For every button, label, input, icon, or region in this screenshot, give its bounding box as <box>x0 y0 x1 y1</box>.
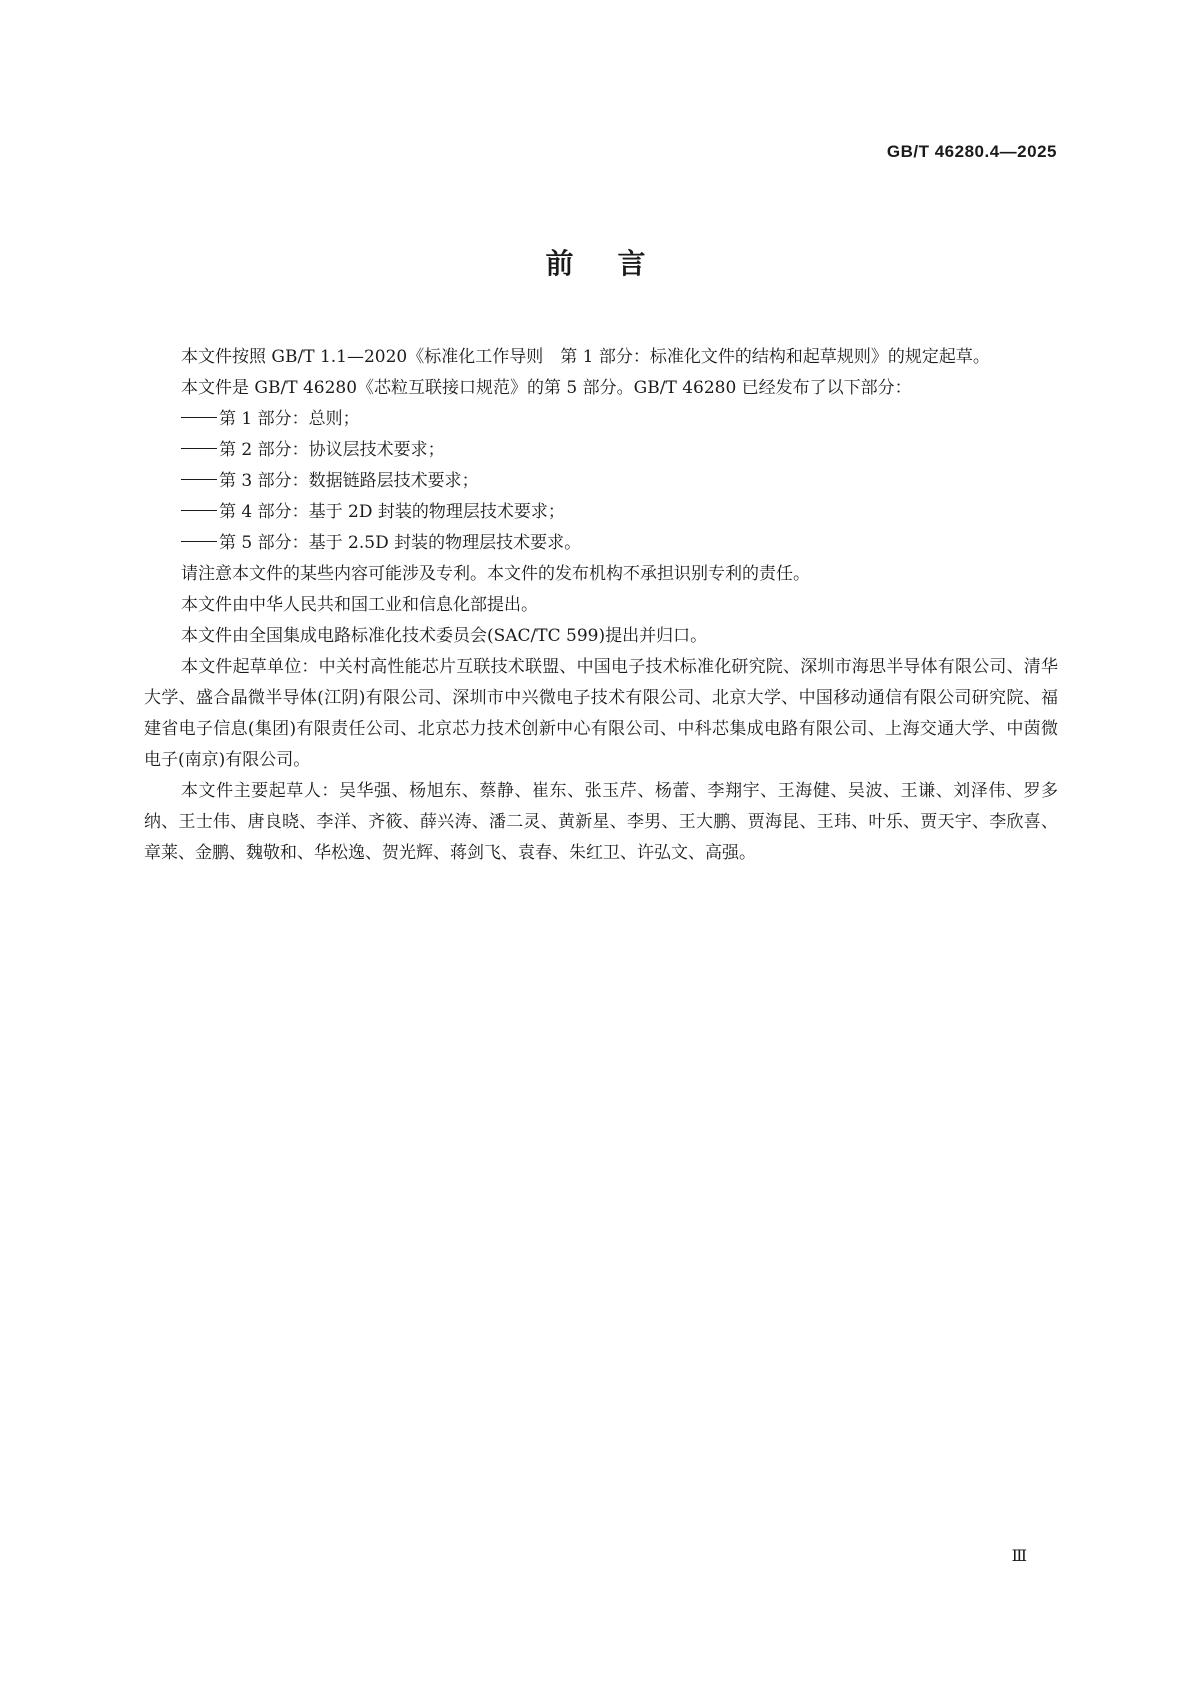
list-item-text: 第 5 部分：基于 2.5D 封装的物理层技术要求。 <box>219 533 582 553</box>
list-item <box>144 528 1058 559</box>
paragraph-drafting-units: 本文件起草单位：中关村高性能芯片互联技术联盟、中国电子技术标准化研究院、深圳市海思半导体有限公司、清华大学、盛合晶微半导体(江阴)有限公司、深圳市中兴微电子技术有限公司、北京大学、中国移动通信有限公司研究院、福建省电子信息(集团)有限责任公司、北京芯力技术创新中心有限公司、中科芯集成电路有限公司、上海交通大学、中茵微电子(南京)有限公司。 <box>144 657 1058 770</box>
paragraph-committee: 本文件由全国集成电路标准化技术委员会(SAC/TC 599)提出并归口。 <box>181 626 708 646</box>
list-item <box>144 435 1058 466</box>
paragraph-series-intro: 本文件是 GB/T 46280《芯粒互联接口规范》的第 5 部分。GB/T 46280 已经发布了以下部分： <box>181 378 912 398</box>
list-item <box>144 497 1058 528</box>
dash-mark <box>181 479 217 480</box>
paragraph-proposer: 本文件由中华人民共和国工业和信息化部提出。 <box>181 595 538 615</box>
paragraph-drafting-basis: 本文件按照 GB/T 1.1—2020《标准化工作导则 第 1 部分：标准化文件的结构和起草规则》的规定起草。 <box>181 347 990 367</box>
standard-code: GB/T 46280.4—2025 <box>886 142 1057 161</box>
list-item-text: 第 3 部分：数据链路层技术要求； <box>219 471 479 491</box>
page-number: Ⅲ <box>1011 1546 1027 1565</box>
list-item-text: 第 1 部分：总则； <box>219 409 360 429</box>
page-title: 前言 <box>545 247 690 280</box>
dash-mark <box>181 510 217 511</box>
dash-mark <box>181 448 217 449</box>
paragraph-drafters: 本文件主要起草人：吴华强、杨旭东、蔡静、崔东、张玉芹、杨蕾、李翔宇、王海健、吴波、王谦、刘泽伟、罗多纳、王士伟、唐良晓、李洋、齐筱、薛兴涛、潘二灵、黄新星、李男、王大鹏、贾海昆、王玮、叶乐、贾天宇、李欣喜、章莱、金鹏、魏敬和、华松逸、贺光辉、蒋剑飞、袁春、朱红卫、许弘文、高强。 <box>144 781 1058 863</box>
list-item <box>144 404 1058 435</box>
dash-mark <box>181 541 217 542</box>
dash-mark <box>181 417 217 418</box>
list-item-text: 第 2 部分：协议层技术要求； <box>219 440 445 460</box>
paragraph-patent-notice: 请注意本文件的某些内容可能涉及专利。本文件的发布机构不承担识别专利的责任。 <box>181 564 810 584</box>
list-item-text: 第 4 部分：基于 2D 封装的物理层技术要求； <box>219 502 565 522</box>
foreword-body <box>144 342 1058 869</box>
list-item <box>144 466 1058 497</box>
